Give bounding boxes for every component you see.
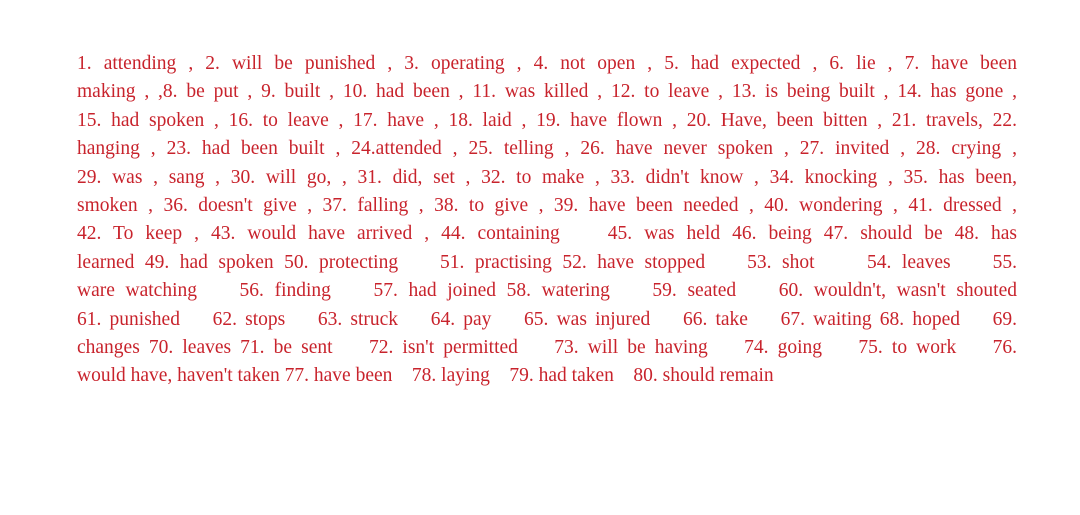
- text-line-10: 61. punished 62. stops 63. struck 64. pay 65. was injured 66. take 67. waiting 68. hoped 69.: [77, 308, 1017, 330]
- text-line-8: learned 49. had spoken 50. protecting 51. practising 52. have stopped 53. shot 54. leaves 55.: [77, 251, 1017, 273]
- text-line-11: changes 70. leaves 71. be sent 72. isn't permitted 73. will be having 74. going 75. to work 76.: [77, 336, 1017, 358]
- text-line-4: hanging , 23. had been built , 24.attended , 25. telling , 26. have never spoken , 27. invited , 28. crying ,: [77, 138, 1017, 160]
- text-line-7: 42. To keep , 43. would have arrived , 44. containing 45. was held 46. being 47. should be 48. has: [77, 223, 1017, 245]
- text-line-9: ware watching 56. finding 57. had joined 58. watering 59. seated 60. wouldn't, wasn't shouted: [77, 280, 1017, 302]
- text-line-1: 1. attending , 2. will be punished , 3. operating , 4. not open , 5. had expected , 6. lie , 7. have been: [77, 53, 1017, 74]
- answer-key-text: [77, 50, 1017, 391]
- text-line-6: smoken , 36. doesn't give , 37. falling , 38. to give , 39. have been needed , 40. wondering , 41. dressed ,: [77, 194, 1017, 216]
- text-line-2: making , ,8. be put , 9. built , 10. had been , 11. was killed , 12. to leave , 13. is being built , 14. has gone ,: [77, 81, 1017, 103]
- text-line-5: 29. was , sang , 30. will go, , 31. did, set , 32. to make , 33. didn't know , 34. knocking , 35. has been,: [77, 166, 1017, 188]
- text-line-12: would have, haven't taken 77. have been 78. laying 79. had taken 80. should remain: [77, 365, 774, 387]
- text-line-3: 15. had spoken , 16. to leave , 17. have , 18. laid , 19. have flown , 20. Have, been bitten , 21. travels, 22.: [77, 109, 1017, 131]
